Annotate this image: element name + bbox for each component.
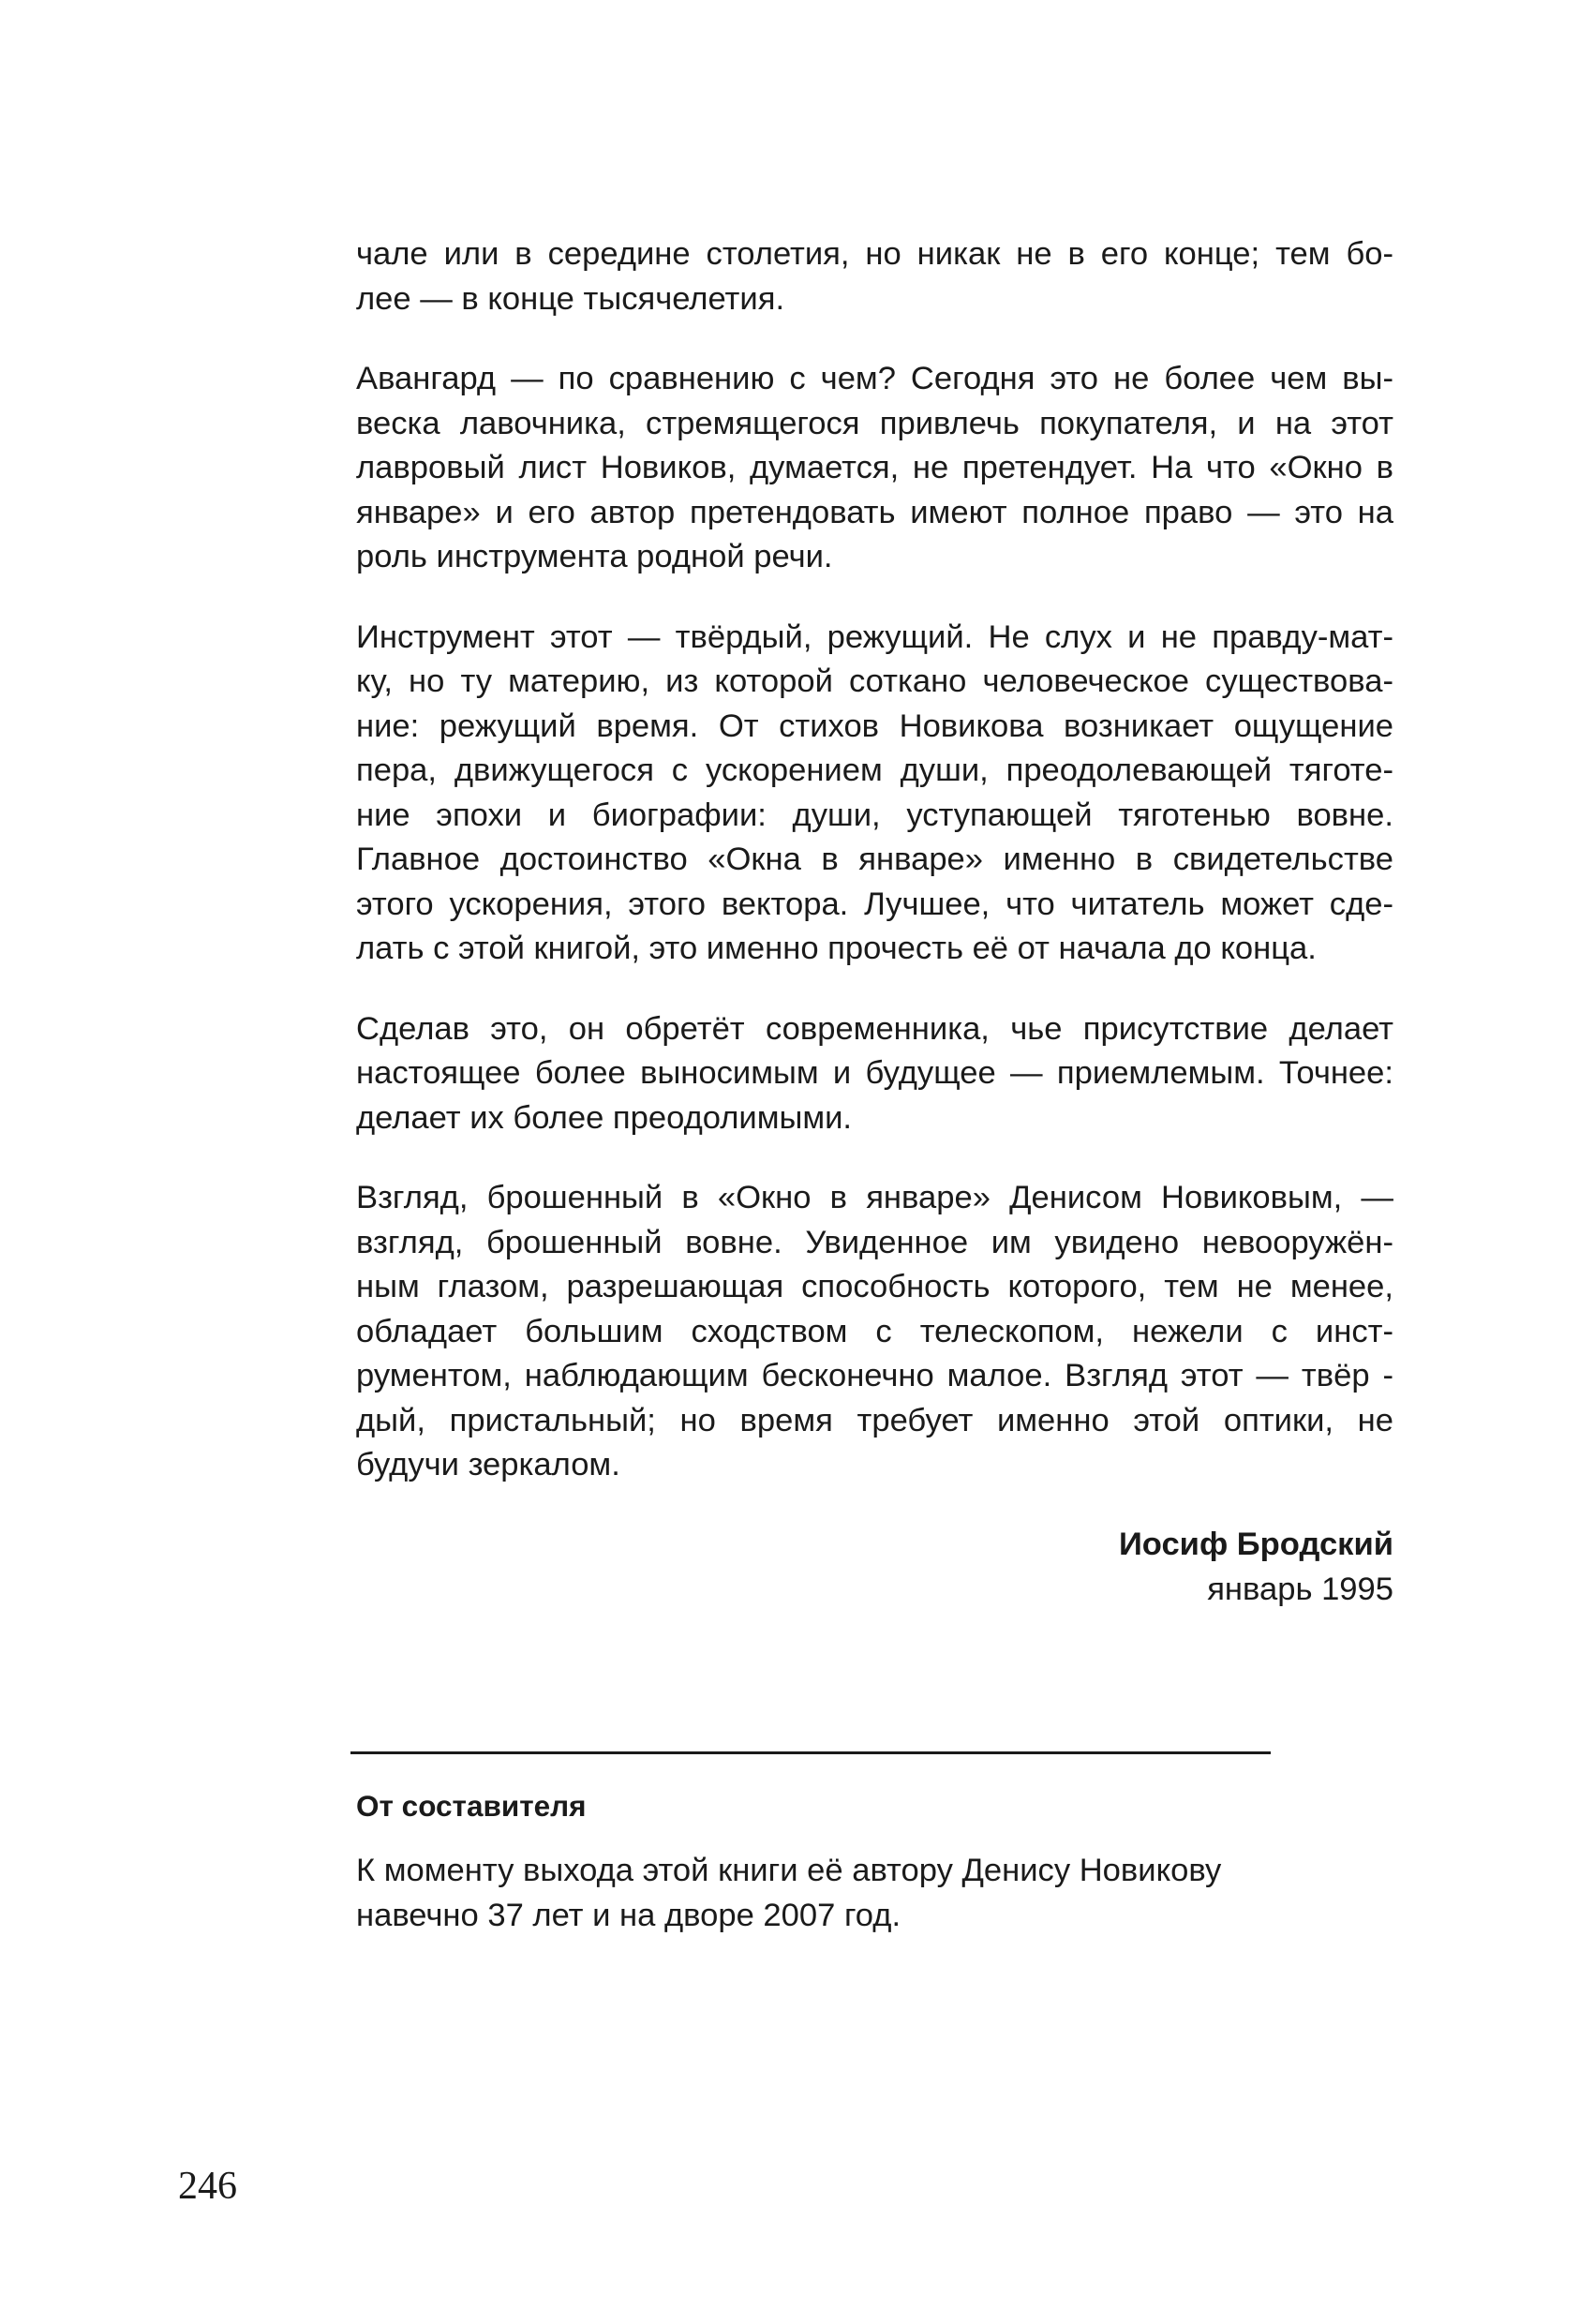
compiler-note <box>356 1785 1393 1938</box>
author-name: Иосиф Бродский <box>1118 1527 1393 1562</box>
note-heading: От составителя <box>356 1789 587 1823</box>
text-line: Сделав это, он обретёт современника, чье присутствие делает <box>356 1010 1393 1047</box>
text-line: лавровый лист Новиков, думается, не претендует. На что «Окно в <box>356 450 1393 485</box>
page-number: 246 <box>178 2165 237 2208</box>
text-line: рументом, наблюдающим бесконечно малое. Взгляд этот — твёр - <box>356 1358 1393 1393</box>
text-line: К моменту выхода этой книги её автору Денису Новикову <box>356 1853 1222 1888</box>
text-line: лее — в конце тысячелетия. <box>356 280 785 317</box>
paragraph-4 <box>356 1007 1393 1141</box>
text-line: пера, движущегося с ускорением души, преодолевающей тяготе- <box>356 752 1393 788</box>
text-line: будучи зеркалом. <box>356 1447 620 1482</box>
text-line: лать с этой книгой, это именно прочесть её от начала до конца. <box>356 931 1317 966</box>
paragraph-3 <box>356 616 1393 972</box>
text-line: Взгляд, брошенный в «Окно в январе» Денисом Новиковым, — <box>356 1180 1393 1215</box>
text-line: дый, пристальный; но время требует именно этой оптики, не <box>356 1402 1393 1438</box>
paragraph-5 <box>356 1176 1393 1488</box>
signature-block <box>356 1523 1393 1612</box>
section-divider <box>350 1751 1271 1754</box>
signature-date: январь 1995 <box>1207 1571 1393 1607</box>
text-line: Авангард — по сравнению с чем? Сегодня это не более чем вы- <box>356 361 1393 396</box>
text-line: взгляд, брошенный вовне. Увиденное им увидено невооружён- <box>356 1224 1393 1260</box>
text-line: ние эпохи и биографии: души, уступающей тяготенью вовне. <box>356 797 1393 833</box>
text-line: ным глазом, разрешающая способность которого, тем не менее, <box>356 1269 1393 1304</box>
text-line: январе» и его автор претендовать имеют полное право — это на <box>356 494 1393 530</box>
text-line: ние: режущий время. От стихов Новикова возникает ощущение <box>356 708 1393 744</box>
text-line: этого ускорения, этого вектора. Лучшее, что читатель может сде- <box>356 886 1393 922</box>
note-body <box>356 1849 1393 1938</box>
text-line: настоящее более выносимым и будущее — приемлемым. Точнее: <box>356 1055 1393 1091</box>
text-line: Инструмент этот — твёрдый, режущий. Не слух и не правду-мат- <box>356 618 1393 655</box>
text-line: роль инструмента родной речи. <box>356 539 833 574</box>
essay-text <box>356 232 1393 1524</box>
text-line: ку, но ту материю, из которой соткано человеческое существова- <box>356 663 1393 699</box>
paragraph-1 <box>356 232 1393 321</box>
text-line: Главное достоинство «Окна в январе» именно в свидетельстве <box>356 842 1393 877</box>
paragraph-2 <box>356 357 1393 580</box>
text-line: делает их более преодолимыми. <box>356 1099 853 1136</box>
text-line: навечно 37 лет и на дворе 2007 год. <box>356 1897 901 1933</box>
text-line: чале или в середине столетия, но никак не в его конце; тем бо- <box>356 236 1393 272</box>
text-line: обладает большим сходством с телескопом, нежели с инст- <box>356 1313 1393 1349</box>
text-line: веска лавочника, стремящегося привлечь покупателя, и на этот <box>356 405 1393 441</box>
